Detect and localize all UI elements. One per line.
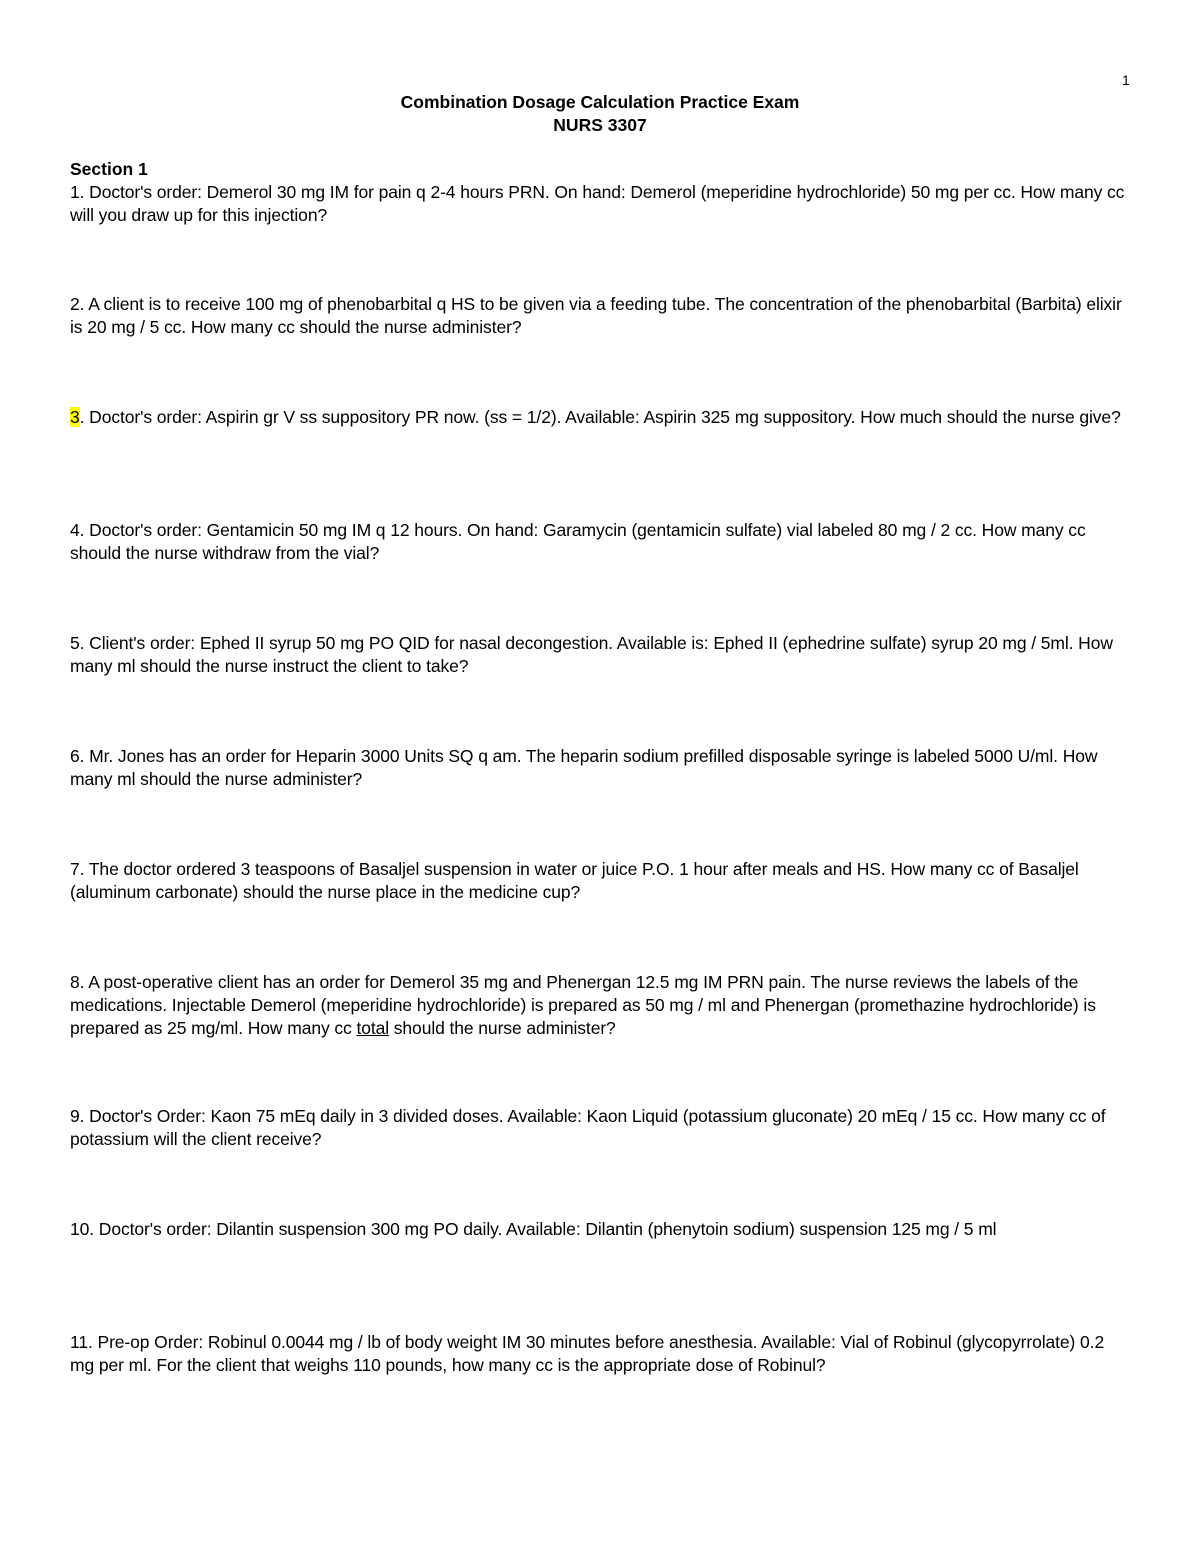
question-5: 5. Client's order: Ephed II syrup 50 mg PO QID for nasal decongestion. Available is: Ephed II (ephedrine sulfate) syrup 20 mg / 5ml. How many ml should the nurse instruct the client to take? — [70, 633, 1113, 676]
question-1: 1. Doctor's order: Demerol 30 mg IM for pain q 2-4 hours PRN. On hand: Demerol (meperidine hydrochloride) 50 mg per cc. How many cc will you draw up for this injection? — [70, 182, 1125, 225]
question-7: 7. The doctor ordered 3 teaspoons of Basaljel suspension in water or juice P.O. 1 hour after meals and HS. How many cc of Basaljel (aluminum carbonate) should the nurse place in the medicine cup? — [70, 859, 1079, 902]
question-6: 6. Mr. Jones has an order for Heparin 3000 Units SQ q am. The heparin sodium prefilled disposable syringe is labeled 5000 U/ml. How many ml should the nurse administer? — [70, 746, 1098, 789]
question-2: 2. A client is to receive 100 mg of phenobarbital q HS to be given via a feeding tube. The concentration of the phenobarbital (Barbita) elixir is 20 mg / 5 cc. How many cc should the nurse administer? — [70, 294, 1122, 337]
question-11: 11. Pre-op Order: Robinul 0.0044 mg / lb of body weight IM 30 minutes before anesthesia. Available: Vial of Robinul (glycopyrrolate) 0.2 mg per ml. For the client that weighs 110 pounds, how many cc is the appropriate dose of Robinul? — [70, 1332, 1105, 1375]
highlighted-question-number: 3 — [70, 407, 80, 427]
question-9: 9. Doctor's Order: Kaon 75 mEq daily in 3 divided doses. Available: Kaon Liquid (potassium gluconate) 20 mEq / 15 cc. How many cc of potassium will the client receive? — [70, 1106, 1106, 1149]
page-title: Combination Dosage Calculation Practice Exam — [400, 92, 800, 112]
question-4: 4. Doctor's order: Gentamicin 50 mg IM q 12 hours. On hand: Garamycin (gentamicin sulfate) vial labeled 80 mg / 2 cc. How many cc should the nurse withdraw from the vial? — [70, 520, 1086, 563]
page-number: 1 — [1122, 72, 1130, 88]
question-8-text-end: should the nurse administer? — [389, 1018, 616, 1038]
question-3 — [70, 406, 1130, 429]
question-3-text: . Doctor's order: Aspirin gr V ss suppository PR now. (ss = 1/2). Available: Aspirin 325 mg suppository. How much should the nurse give? — [79, 407, 1121, 427]
question-8 — [70, 971, 1130, 1040]
underlined-word: total — [356, 1018, 390, 1038]
section-heading: Section 1 — [70, 159, 148, 179]
question-10: 10. Doctor's order: Dilantin suspension 300 mg PO daily. Available: Dilantin (phenytoin sodium) suspension 125 mg / 5 ml — [70, 1219, 997, 1239]
document-header — [0, 91, 1200, 137]
question-8-text-start: 8. A post-operative client has an order for Demerol 35 mg and Phenergan 12.5 mg IM PRN pain. The nurse reviews the labels of the medications. Injectable Demerol (meperidine hydrochloride) is prepared as 50 mg / ml and Phenergan (promethazine hydrochloride) is prepared as 25 mg/ml. How many cc — [70, 972, 1096, 1038]
course-code: NURS 3307 — [553, 115, 647, 135]
